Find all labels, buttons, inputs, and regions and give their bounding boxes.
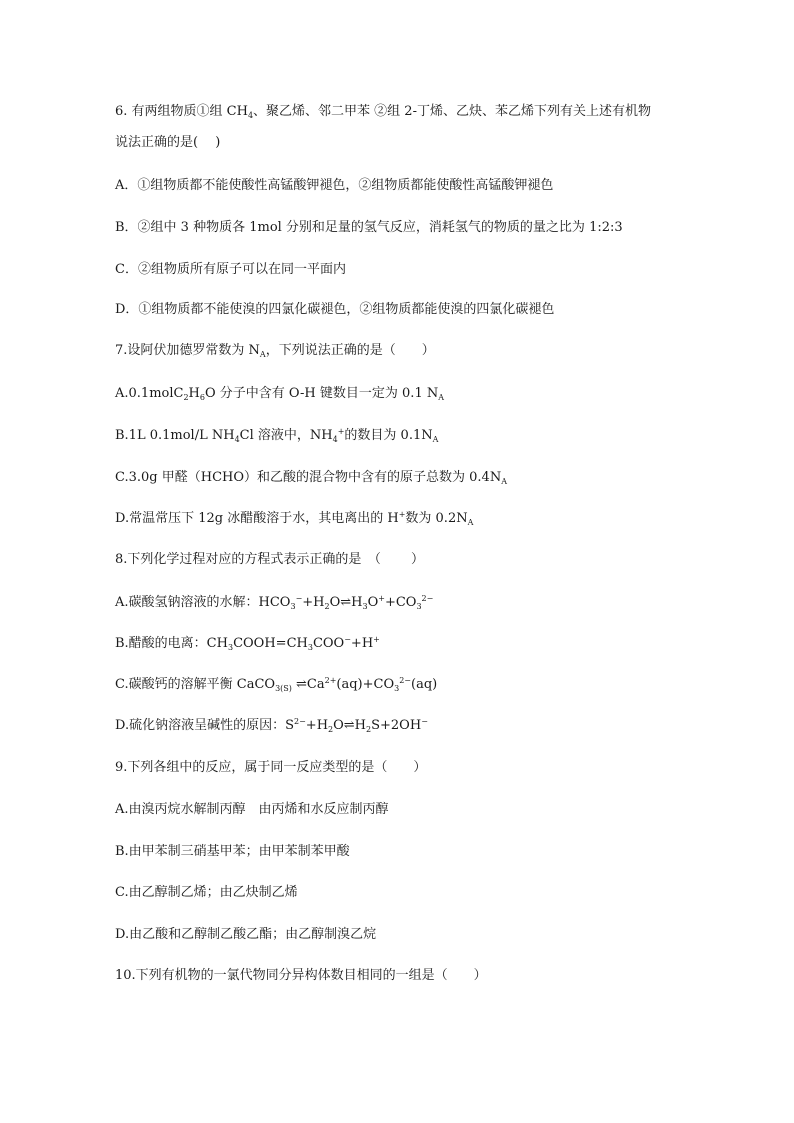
question-8-option-c: C.碳酸钙的溶解平衡 CaCO$_{3(S)}$ $\rightleftharpoons Ca^{2+}(aq)+CO_3^{2-}(aq)$ — [115, 676, 438, 693]
question-6-option-d: D．①组物质都不能使溴的四氯化碳褪色，②组物质都能使溴的四氯化碳褪色 — [115, 302, 555, 317]
question-6-stem-line-2: 说法正确的是( ) — [115, 135, 221, 150]
question-6-option-c: C．②组物质所有原子可以在同一平面内 — [115, 262, 346, 277]
question-6-option-b: B．②组中 3 种物质各 1mol 分别和足量的氢气反应，消耗氢气的物质的量之比为 1:2:3 — [115, 220, 623, 235]
question-9-stem: 9.下列各组中的反应，属于同一反应类型的是（ ） — [115, 760, 427, 775]
question-7-option-d: D.常温常压下 12g 冰醋酸溶于水，其电离出的 H+数为 $0.2N_A$ — [115, 510, 474, 527]
question-9-option-a: A.由溴丙烷水解制丙醇 由丙烯和水反应制丙醇 — [115, 802, 389, 817]
question-9-option-c: C.由乙醇制乙烯；由乙炔制乙烯 — [115, 885, 298, 900]
question-10-stem: 10.下列有机物的一氯代物同分异构体数目相同的一组是（ ） — [115, 968, 487, 983]
question-6-stem-line-1: 6. 有两组物质①组 $CH_4$、聚乙烯、邻二甲苯 ②组 2-丁烯、乙炔、苯乙烯下列有关上述有机物 — [115, 104, 651, 120]
question-7-option-c: C.3.0g 甲醛（HCHO）和乙酸的混合物中含有的原子总数为 $0.4N_A$ — [115, 470, 507, 486]
question-8-stem: 8.下列化学过程对应的方程式表示正确的是 （ ） — [115, 552, 425, 567]
question-8-option-d: D.硫化钠溶液呈碱性的原因：$S^{2-}+H_2O\rightleftharpoons H_2S+2OH^-$ — [115, 717, 428, 734]
question-7-option-a: $A.0.1molC_2H_6O$ 分子中含有 O-H 键数目一定为 0.1 $N_A$ — [115, 386, 444, 402]
question-7-stem: 7.设阿伏加德罗常数为 $N_A$，下列说法正确的是（ ） — [115, 343, 435, 359]
question-8-option-b: B.醋酸的电离：$CH_3COOH=CH_3COO^-+H^+$ — [115, 635, 380, 652]
question-7-option-b: B.1L 0.1mol/L $NH_4Cl$ 溶液中，$NH_4^+$的数目为 $0.1N_A$ — [115, 427, 439, 444]
question-6-option-a: A．①组物质都不能使酸性高锰酸钾褪色，②组物质都能使酸性高锰酸钾褪色 — [115, 178, 554, 193]
question-9-option-b: B.由甲苯制三硝基甲苯；由甲苯制苯甲酸 — [115, 844, 350, 859]
question-8-option-a: A.碳酸氢钠溶液的水解：$HCO_3^-+H_2O\rightleftharpoons H_3O^++CO_3^{2-}$ — [115, 594, 434, 611]
question-9-option-d: D.由乙酸和乙醇制乙酸乙酯；由乙醇制溴乙烷 — [115, 927, 377, 942]
